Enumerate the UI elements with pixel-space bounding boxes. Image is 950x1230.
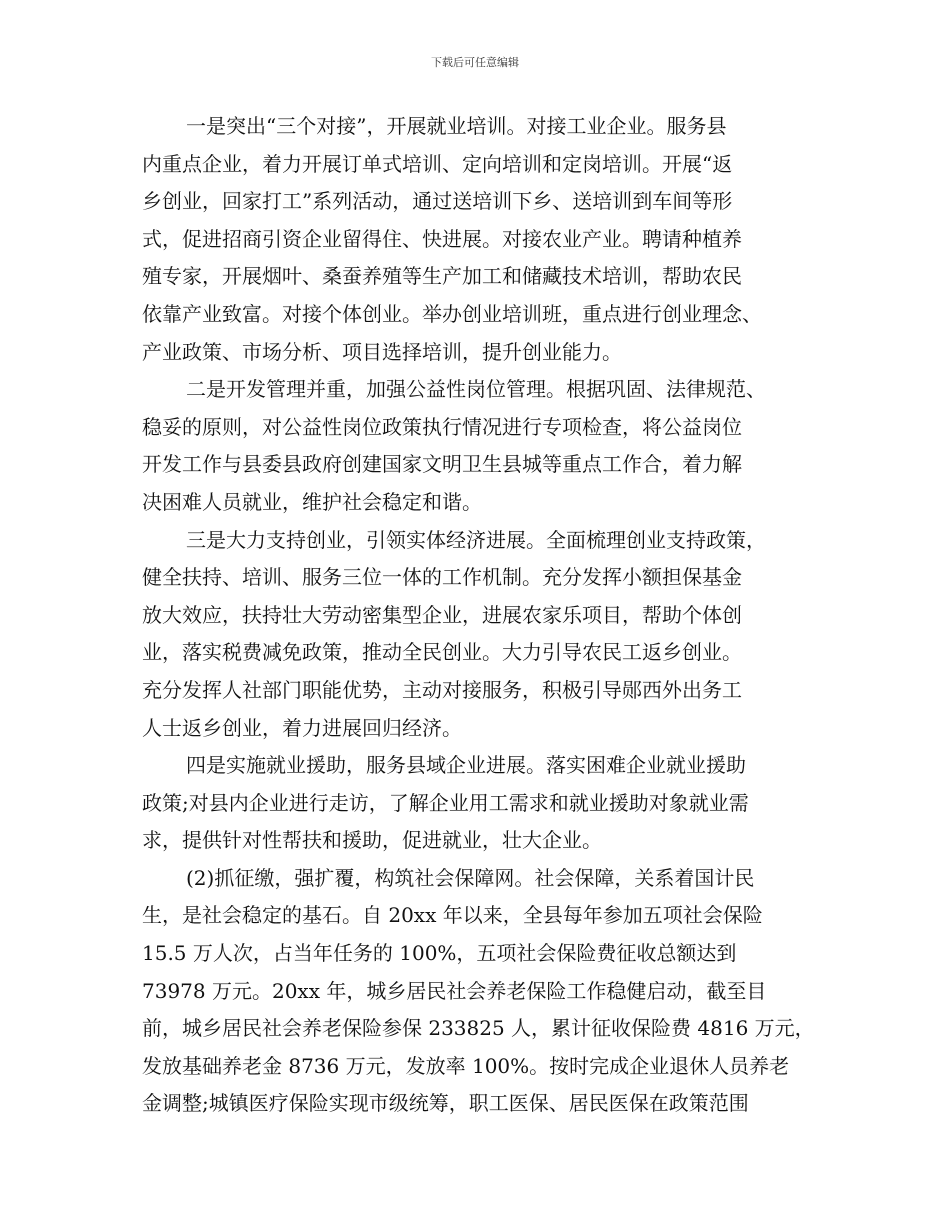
text-line: 二是开发管理并重，加强公益性岗位管理。根据巩固、法律规范、 (186, 377, 766, 402)
text-line: 依靠产业致富。对接个体创业。举办创业培训班，重点进行创业理念、 (142, 301, 762, 326)
page-header: 下载后可任意编辑 (431, 56, 519, 69)
text-line: 发放基础养老金 8736 万元，发放率 100%。按时完成企业退休人员养老 (142, 1053, 790, 1078)
text-line: 生，是社会稳定的基石。自 20xx 年以来，全县每年参加五项社会保险 (142, 903, 763, 928)
text-line: 一是突出“三个对接”，开展就业培训。对接工业企业。服务县 (186, 114, 727, 138)
text-line: 业，落实税费减免政策，推动全民创业。大力引导农民工返乡创业。 (142, 640, 742, 665)
text-line: 人士返乡创业，着力进展回归经济。 (142, 715, 462, 740)
text-line: 产业政策、市场分析、项目选择培训，提升创业能力。 (142, 339, 622, 364)
text-line: 放大效应，扶持壮大劳动密集型企业，进展农家乐项目，帮助个体创 (142, 602, 742, 627)
document-body (142, 108, 830, 1123)
text-line: 金调整;城镇医疗保险实现市级统筹，职工医保、居民医保在政策范围 (142, 1091, 749, 1116)
text-line: 开发工作与县委县政府创建国家文明卫生县城等重点工作合，着力解 (142, 452, 742, 477)
text-line: 乡创业，回家打工”系列活动，通过送培训下乡、送培训到车间等形 (142, 189, 733, 214)
text-line: (2)抓征缴，强扩覆，构筑社会保障网。社会保障，关系着国计民 (186, 865, 755, 890)
text-line: 四是实施就业援助，服务县域企业进展。落实困难企业就业援助 (186, 753, 746, 778)
text-line: 式，促进招商引资企业留得住、快进展。对接农业产业。聘请种植养 (142, 226, 742, 251)
text-line: 内重点企业，着力开展订单式培训、定向培训和定岗培训。开展“返 (142, 151, 733, 176)
text-line: 15.5 万人次，占当年任务的 100%，五项社会保险费征收总额达到 (142, 941, 737, 966)
text-line: 决困难人员就业，维护社会稳定和谐。 (142, 489, 482, 514)
text-line: 政策;对县内企业进行走访，了解企业用工需求和就业援助对象就业需 (142, 790, 749, 815)
text-line: 73978 万元。20xx 年，城乡居民社会养老保险工作稳健启动，截至目 (142, 978, 767, 1003)
text-line: 充分发挥人社部门职能优势，主动对接服务，积极引导郧西外出务工 (142, 677, 742, 702)
text-line: 三是大力支持创业，引领实体经济进展。全面梳理创业支持政策， (186, 527, 766, 552)
text-line: 前，城乡居民社会养老保险参保 233825 人，累计征收保险费 4816 万元， (142, 1016, 815, 1041)
text-line: 健全扶持、培训、服务三位一体的工作机制。充分发挥小额担保基金 (142, 565, 742, 590)
text-line: 稳妥的原则，对公益性岗位政策执行情况进行专项检查，将公益岗位 (142, 414, 742, 439)
text-line: 求，提供针对性帮扶和援助，促进就业，壮大企业。 (142, 828, 602, 853)
text-line: 殖专家，开展烟叶、桑蚕养殖等生产加工和储藏技术培训，帮助农民 (142, 264, 742, 289)
